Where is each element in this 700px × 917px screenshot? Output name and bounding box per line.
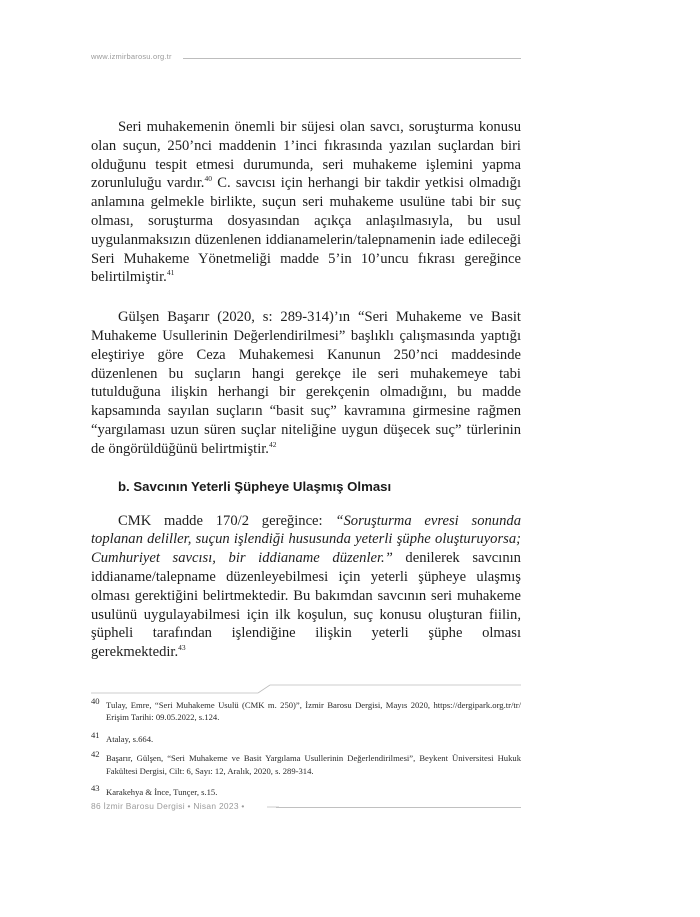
header-rule xyxy=(183,58,521,59)
paragraph-2: Gülşen Başarır (2020, s: 289-314)’ın “Seri Muhakeme ve Basit Muhakeme Usullerinin Değerlendirilmesi” başlıklı çalışmasında yaptığı eleştiriye göre Ceza Muhakemesi Kanunun 250’nci maddesinde düzenlenen bu suçların hangi gerekçe ile seri muhakemeye tabi tutulduğuna ilişkin herhangi bir gerekçenin olmadığını, bu madde kapsamında sayılan suçların “basit suç” kavramına girmesine rağmen “yargılaması uzun süren suçlar niteliğine uygun düşecek suç” türlerinin de öngörüldüğünü belirtmiştir.$^{42}$ xyxy=(91,309,521,457)
paragraph-1: Seri muhakemenin önemli bir süjesi olan savcı, soruşturma konusu olan suçun, 250’nci maddenin 1’inci fıkrasında yazılan suçlardan biri olduğunu tespit etmesi durumunda, seri muhakeme işlemini yapma zorunluluğu vardır.$^{40}$ C. savcısı için herhangi bir takdir yetkisi olmadığı anlamına gelmekle birlikte, suçun seri muhakeme usulüne tabi bir suç olması, soruşturma dosyasından açıkça anlaşılmasıyla, bu usul uygulanmaksızın düzenlenen iddianamelerin/talepnamenin iade edileceği Seri Muhakeme Yönetmeliği madde 5’in 10’uncu fıkrası gereğince belirtilmiştir.$^{41}$ xyxy=(91,119,521,286)
footnote-separator xyxy=(91,683,521,695)
paragraph-3: CMK madde 170/2 gereğince: “Soruşturma evresi sonunda toplanan deliller, suçun işlendiği hususunda yeterli şüphe oluşturuyorsa; Cumhuriyet savcısı, bir iddianame düzenler.” denilerek savcının iddianame/talepname düzenleyebilmesi için yeterli şüpheye ulaşmış olması gerektiğini belirtmektedir. Bu bakımdan savcının seri muhakeme usulünü uygulayabilmesi için ilk koşulun, suç konusu oluşturan fiilin, şüpheli tarafından işlendiğine ilişkin yeterli şüphe olması gerekmektedir.$^{43}$ xyxy=(91,512,521,661)
footnote-number: 40 xyxy=(91,696,100,706)
footnote-ref-43[interactable]: 43 xyxy=(178,643,186,653)
footnote-42 xyxy=(91,749,521,777)
footnote-ref-42[interactable]: 42 xyxy=(268,439,277,449)
footnote-40 xyxy=(91,696,521,724)
footnote-text: Atalay, s.664. xyxy=(106,733,154,744)
footnote-ref-40[interactable]: 40 xyxy=(204,174,212,184)
page-footer xyxy=(91,799,521,815)
law-quote: “Soruşturma evresi sonunda toplanan deliller, suçun işlendiği hususunda yeterli şüphe oluşturuyorsa; Cumhuriyet savcısı, bir iddianame düzenler.” xyxy=(91,512,521,567)
footnote-43 xyxy=(91,783,521,798)
footnote-text: Tulay, Emre, “Seri Muhakeme Usulü (CMK m. 250)”, İzmir Barosu Dergisi, Mayıs 2020, https://dergipark.org.tr/tr/ Erişim Tarihi: 09.05.2022, s.124. xyxy=(106,700,521,723)
main-text xyxy=(91,118,521,662)
header-url: www.izmirbarosu.org.tr xyxy=(91,52,172,61)
footnote-ref-41[interactable]: 41 xyxy=(166,268,175,278)
section-heading: b. Savcının Yeterli Şüpheye Ulaşmış Olması xyxy=(118,478,392,494)
footnote-text: Başarır, Gülşen, “Seri Muhakeme ve Basit Yargılama Usullerinin Değerlendirilmesi”, Beykent Üniversitesi Hukuk Fakültesi Dergisi, Cilt: 6, Sayı: 12, Aralık, 2020, s. 289-314. xyxy=(106,753,521,776)
footnote-text: Karakehya & İnce, Tunçer, s.15. xyxy=(106,787,218,798)
footnote-number: 43 xyxy=(91,783,100,794)
footnote-number: 42 xyxy=(91,749,100,760)
footer-text: 86 İzmir Barosu Dergisi • Nisan 2023 • xyxy=(91,801,245,811)
page-header xyxy=(91,52,521,66)
footnotes xyxy=(91,696,521,807)
footnote-number: 41 xyxy=(91,729,100,740)
footer-rule xyxy=(276,807,521,808)
footnote-41 xyxy=(91,729,521,745)
